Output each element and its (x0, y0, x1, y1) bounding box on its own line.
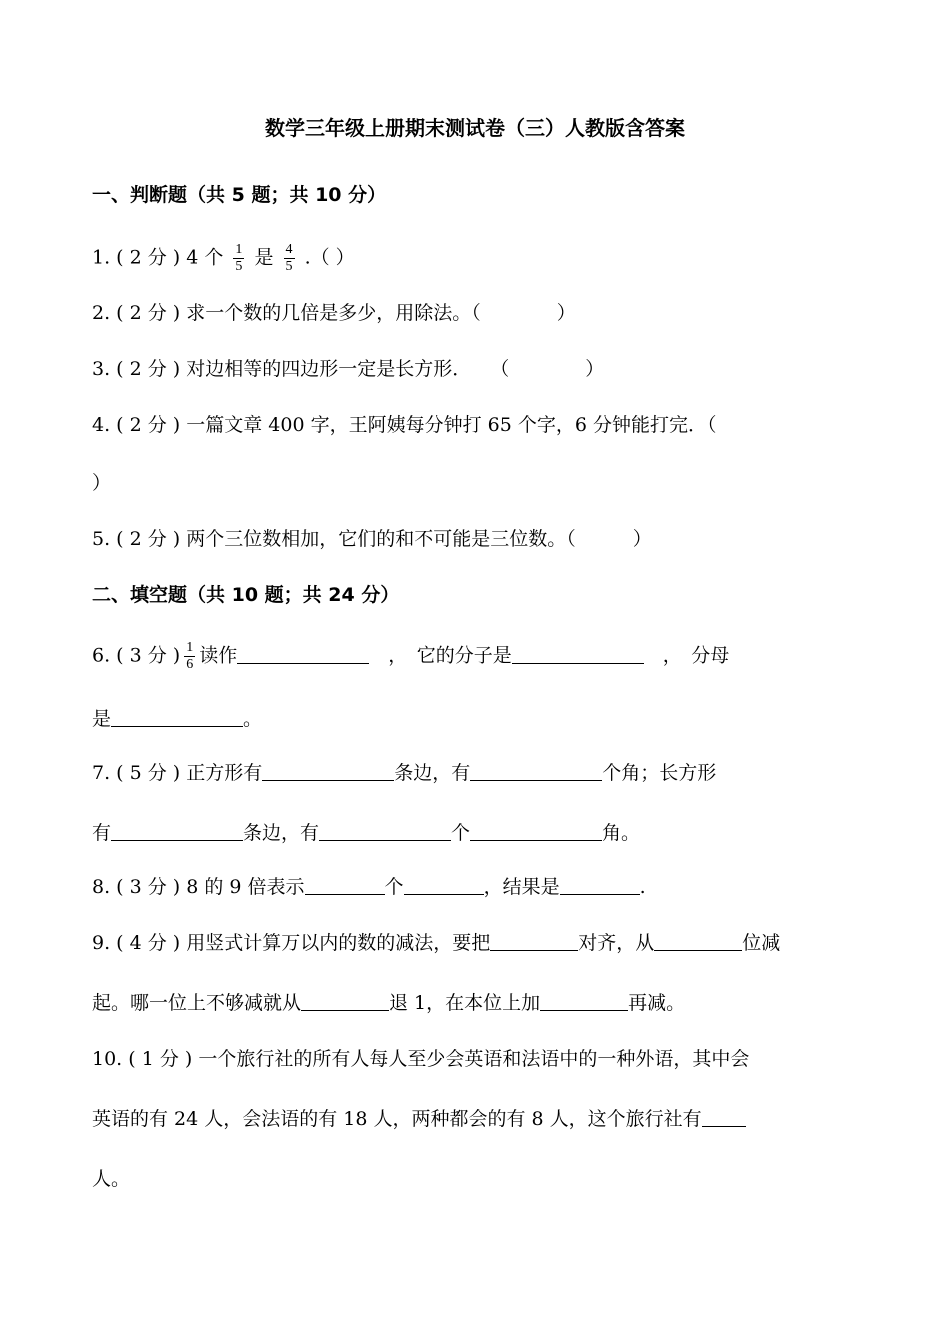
page-title: 数学三年级上册期末测试卷（三）人教版含答案 (265, 116, 685, 140)
answer-blank[interactable] (111, 839, 243, 841)
fraction-4-5: $\frac{4}{5}$ (285, 242, 293, 274)
answer-blank[interactable] (237, 662, 369, 664)
answer-blank[interactable] (490, 949, 578, 951)
answer-blank[interactable] (262, 779, 394, 781)
answer-blank[interactable] (512, 662, 644, 664)
answer-blank[interactable] (470, 779, 602, 781)
section-heading-judgment: 一、判断题（共 5 题；共 10 分） (92, 184, 387, 206)
question-10: 10. ( 1 分 ) 一个旅行社的所有人每人至少会英语和法语中的一种外语，其中会 (92, 1048, 750, 1070)
question-2: 2. ( 2 分 ) 求一个数的几倍是多少，用除法。（ ） (92, 302, 576, 324)
question-6-continued: 是 。 (92, 708, 263, 730)
answer-blank[interactable] (540, 1009, 628, 1011)
question-7-continued: 有 条边，有 个 角。 (92, 822, 641, 844)
fraction-1-6: $\frac{1}{6}$ (186, 640, 194, 672)
fraction-1-5: $\frac{1}{5}$ (235, 242, 243, 274)
question-4-continued: ） (92, 472, 112, 494)
answer-blank[interactable] (470, 839, 602, 841)
question-3: 3. ( 2 分 ) 对边相等的四边形一定是长方形． （ ） (92, 358, 605, 380)
question-4: 4. ( 2 分 ) 一篇文章 400 字，王阿姨每分钟打 65 个字，6 分钟能打完．（ (92, 414, 717, 436)
section-heading-fill-in: 二、填空题（共 10 题；共 24 分） (92, 584, 400, 606)
question-7: 7. ( 5 分 ) 正方形有 条边，有 个角；长方形 (92, 762, 717, 784)
question-6: 6. ( 3 分 ) $\frac{1}{6}$ 读作 ， 它的分子是 ， 分母 (92, 640, 730, 672)
answer-blank[interactable] (319, 839, 451, 841)
answer-blank[interactable] (560, 893, 640, 895)
question-10-line-2: 英语的有 24 人，会法语的有 18 人，两种都会的有 8 人，这个旅行社有 (92, 1104, 746, 1131)
answer-blank[interactable] (301, 1009, 389, 1011)
question-5: 5. ( 2 分 ) 两个三位数相加，它们的和不可能是三位数。（ ） (92, 528, 652, 550)
answer-blank[interactable] (305, 893, 385, 895)
answer-blank[interactable] (654, 949, 742, 951)
question-8: 8. ( 3 分 ) 8 的 9 倍表示 个 ，结果是 . (92, 876, 646, 898)
answer-blank[interactable] (702, 1125, 746, 1127)
answer-blank[interactable] (111, 725, 243, 727)
question-9-continued: 起。哪一位上不够减就从 退 1，在本位上加 再减。 (92, 992, 686, 1014)
question-1: 1. ( 2 分 ) 4 个 $\frac{1}{5}$ 是 $\frac{4}{5}$ .（ ） (92, 242, 355, 274)
answer-blank[interactable] (404, 893, 484, 895)
question-10-line-3: 人。 (92, 1168, 131, 1190)
question-9: 9. ( 4 分 ) 用竖式计算万以内的数的减法，要把 对齐，从 位减 (92, 932, 781, 954)
